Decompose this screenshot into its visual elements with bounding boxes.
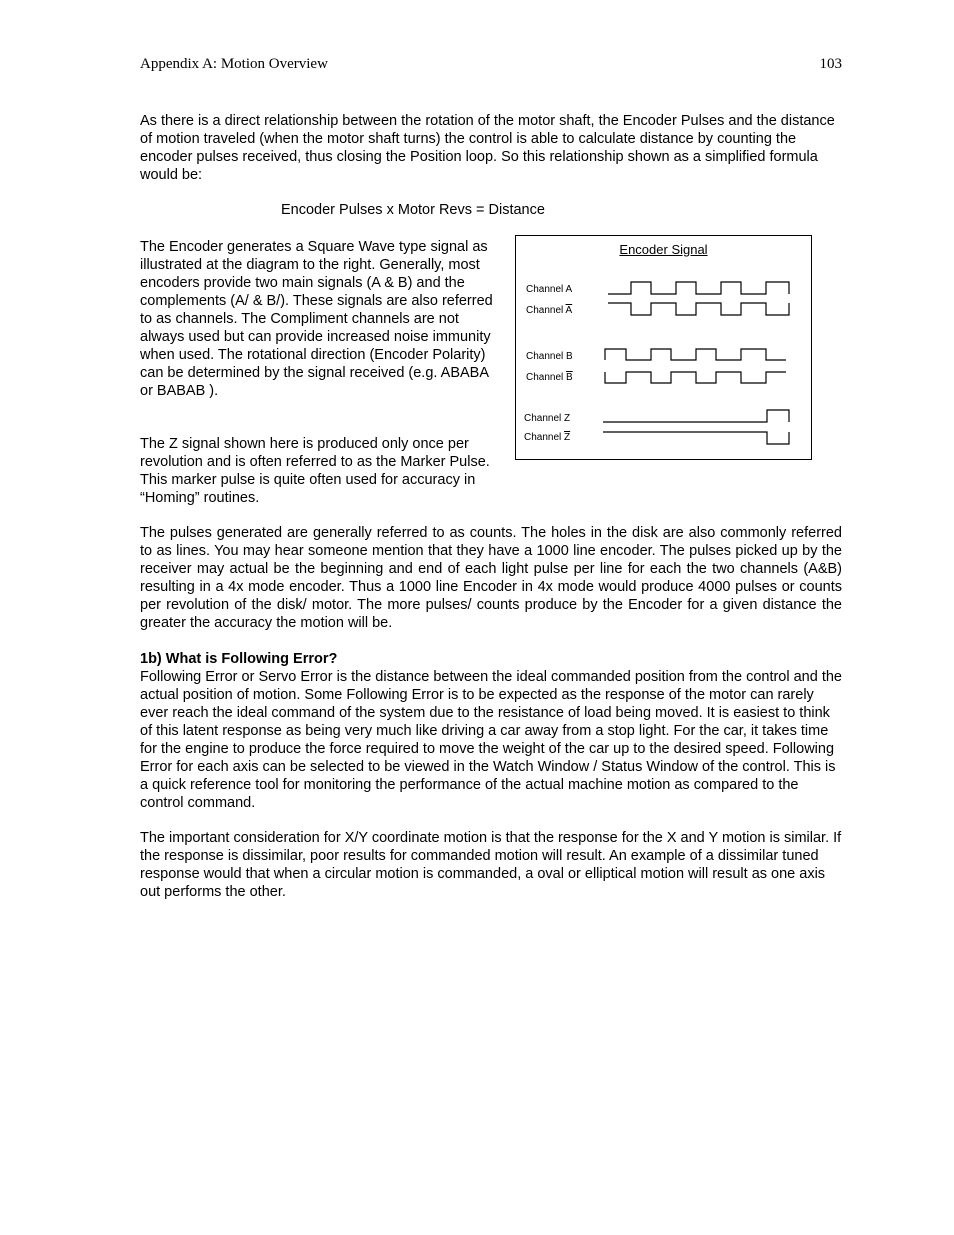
label-channel-b: Channel B bbox=[526, 351, 573, 362]
label-channel-z-bar: Channel $\overline{Z}$ bbox=[524, 432, 571, 443]
page-header bbox=[140, 56, 842, 76]
formula: Encoder Pulses x Motor Revs = Distance bbox=[281, 202, 545, 218]
section-heading-following-error: 1b) What is Following Error? bbox=[140, 651, 338, 667]
diagram-title: Encoder Signal bbox=[619, 242, 708, 257]
waveform-channel-a bbox=[608, 282, 789, 294]
header-title: Appendix A: Motion Overview bbox=[140, 56, 328, 72]
encoder-signal-diagram bbox=[515, 235, 812, 460]
label-channel-z: Channel Z bbox=[524, 413, 571, 424]
label-channel-b-bar: Channel $\overline{B}$ bbox=[526, 372, 573, 383]
paragraph-z-signal: The Z signal shown here is produced only once per revolution and is often referred to as the Marker Pulse. This marker pulse is quite often used for accuracy in “Homing” routines. bbox=[140, 436, 490, 506]
waveform-channel-b bbox=[605, 349, 786, 360]
paragraph-counts: The pulses generated are generally referred to as counts. The holes in the disk are also commonly referred to as lines. You may hear someone mention that they have a 1000 line encoder. The pulses picked up by the receiver may actual be the beginning and end of each light pulse per line for each the two channels (A&B) resulting in a 4x mode encoder. Thus a 1000 line Encoder in 4x mode would produce 4000 pulses or counts per revolution of the disk/ motor. The more pulses/ counts produce by the Encoder for a given distance the greater the accuracy the motion will be. bbox=[140, 525, 842, 631]
label-channel-a-bar: Channel $\overline{A}$ bbox=[526, 305, 573, 316]
waveform-channel-b-bar bbox=[605, 372, 786, 383]
paragraph-xy-motion: The important consideration for X/Y coordinate motion is that the response for the X and Y motion is similar. If the response is dissimilar, poor results for commanded motion will result. An example of a dissimilar tuned response would that when a circular motion is commanded, a oval or elliptical motion will result as one axis out performs the other. bbox=[140, 830, 842, 900]
paragraph-square-wave: The Encoder generates a Square Wave type signal as illustrated at the diagram to the right. Generally, most encoders provide two main signals (A & B) and the complements (A/ & B/). These signals are also referred to as channels. The Compliment channels are not always used but can provide increased noise immunity when used. The rotational direction (Encoder Polarity) can be determined by the signal received (e.g. ABABA or BABAB ). bbox=[140, 239, 493, 399]
waveforms bbox=[516, 236, 813, 461]
label-channel-a: Channel A bbox=[526, 284, 573, 295]
paragraph-following-error: Following Error or Servo Error is the distance between the ideal commanded position from the control and the actual position of motion. Some Following Error is to be expected as the response of the motor can rarely ever reach the ideal command of the system due to the resistance of load being moved. It is easiest to think of this latent response as being very much like driving a car away from a stop light. For the car, it takes time for the engine to produce the force required to move the weight of the car up to the desired speed. Following Error for each axis can be selected to be viewed in the Watch Window / Status Window of the control. This is a quick reference tool for monitoring the performance of the actual machine motion as compared to the control command. bbox=[140, 669, 842, 811]
waveform-channel-a-bar bbox=[608, 303, 789, 315]
paragraph-encoder-relationship: As there is a direct relationship between the rotation of the motor shaft, the Encoder Pulses and the distance of motion traveled (when the motor shaft turns) the control is able to calculate distance by counting the encoder pulses received, thus closing the Position loop. So this relationship shown as a simplified formula would be: bbox=[140, 113, 835, 183]
waveform-channel-z bbox=[603, 410, 789, 422]
waveform-channel-z-bar bbox=[603, 432, 789, 444]
page-number: 103 bbox=[819, 56, 842, 72]
